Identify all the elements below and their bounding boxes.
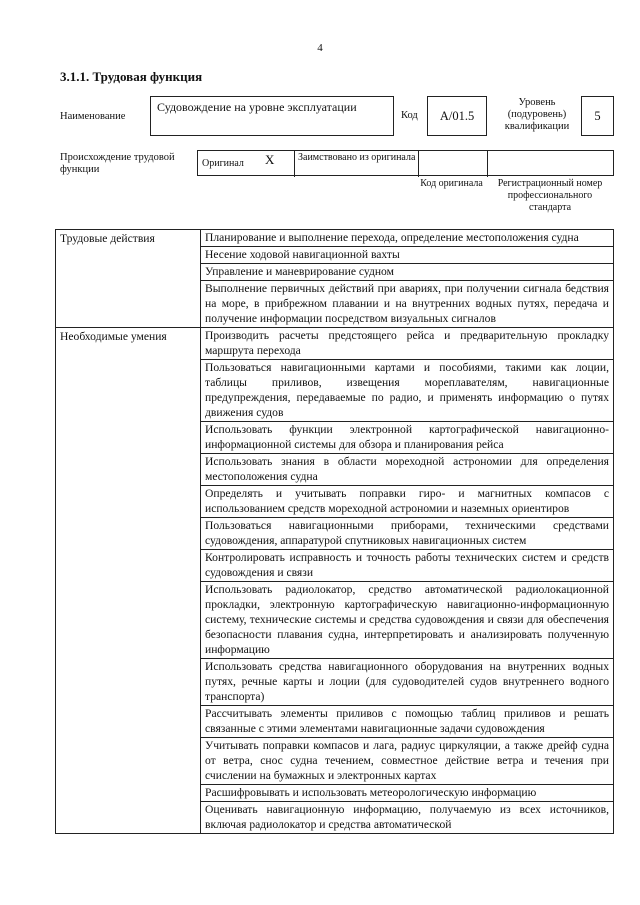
section-item: Учитывать поправки компасов и лага, радиус циркуляции, а также дрейф судна от ветра, снос судна течением, совместное действие ветра и течения при счислении на бумажных и электронных картах [201,738,614,785]
section-item: Выполнение первичных действий при авариях, при получении сигнала бедствия на море, в прибрежном плавании и на внутренних водных путях, передача и получение информации посредством визуальных сигналов [201,281,614,328]
section-label: Необходимые умения [56,328,201,834]
level-value: 5 [594,108,601,123]
section-item: Производить расчеты предстоящего рейса и предварительную прокладку маршрута перехода [201,328,614,360]
level-label: Уровень (подуровень) квалификации [504,97,570,132]
section-item: Использовать знания в области мореходной астрономии для определения местоположения судна [201,454,614,486]
table-row [56,328,614,360]
origin-label: Происхождение трудовой функции [60,152,175,175]
section-item: Определять и учитывать поправки гиро- и магнитных компасов с использованием средств мореходной астрономии и наземных ориентиров [201,486,614,518]
section-item: Использовать средства навигационного оборудования на внутренних водных путях, речные карты и лоции (для судоводителей судов внутреннего водного транспорта) [201,659,614,706]
section-item: Пользоваться навигационными картами и пособиями, такими как лоции, таблицы приливов, извещения мореплавателям, навигационные предупреждения, передаваемые по радио, и применять информацию о путях движения судов [201,360,614,422]
section-item: Использовать радиолокатор, средство автоматической радиолокационной прокладки, электронную картографическую навигационно-информационную систему, технические системы и средства судовождения и связи для обеспечения безопасности плавания судна, интерпретировать и анализировать полученную информацию [201,582,614,659]
section-item: Планирование и выполнение перехода, определение местоположения судна [201,230,614,247]
reg-caption: Регистрационный номер профессионального стандарта [497,178,603,213]
table-row [56,230,614,247]
section-item: Рассчитывать элементы приливов с помощью таблиц приливов и решать связанные с этими элементами навигационные задачи судовождения [201,706,614,738]
original-label: Оригинал [202,158,244,169]
level-box [581,96,614,136]
section-title: 3.1.1. Трудовая функция [60,69,203,84]
section-item: Управление и маневрирование судном [201,264,614,281]
function-name-value: Судовождение на уровне эксплуатации [157,100,357,114]
section-item: Пользоваться навигационными приборами, техническими средствами судовождения, аппаратурой спутниковых навигационных систем [201,518,614,550]
section-item: Несение ходовой навигационной вахты [201,247,614,264]
code-value: А/01.5 [439,108,475,123]
code-box [427,96,487,136]
original-mark: X [265,152,275,167]
origin-code-cell [418,151,487,177]
section-item: Расшифровывать и использовать метеорологическую информацию [201,785,614,802]
section-item: Контролировать исправность и точность работы технических систем и средств судовождения и связи [201,550,614,582]
section-label: Трудовые действия [56,230,201,328]
competency-table [55,229,614,834]
borrowed-label: Заимствовано из оригинала [294,151,418,177]
name-label: Наименование [60,111,126,122]
function-name-box [150,96,394,136]
code-label: Код [401,110,418,121]
origin-grid [197,150,614,176]
code-caption: Код оригинала [420,178,483,189]
section-item: Использовать функции электронной картографической навигационно-информационной системы для обзора и планирования рейса [201,422,614,454]
page-number: 4 [317,42,323,54]
origin-reg-cell [487,151,614,177]
section-item: Оценивать навигационную информацию, получаемую из всех источников, включая радиолокатор и средства автоматической [201,802,614,834]
